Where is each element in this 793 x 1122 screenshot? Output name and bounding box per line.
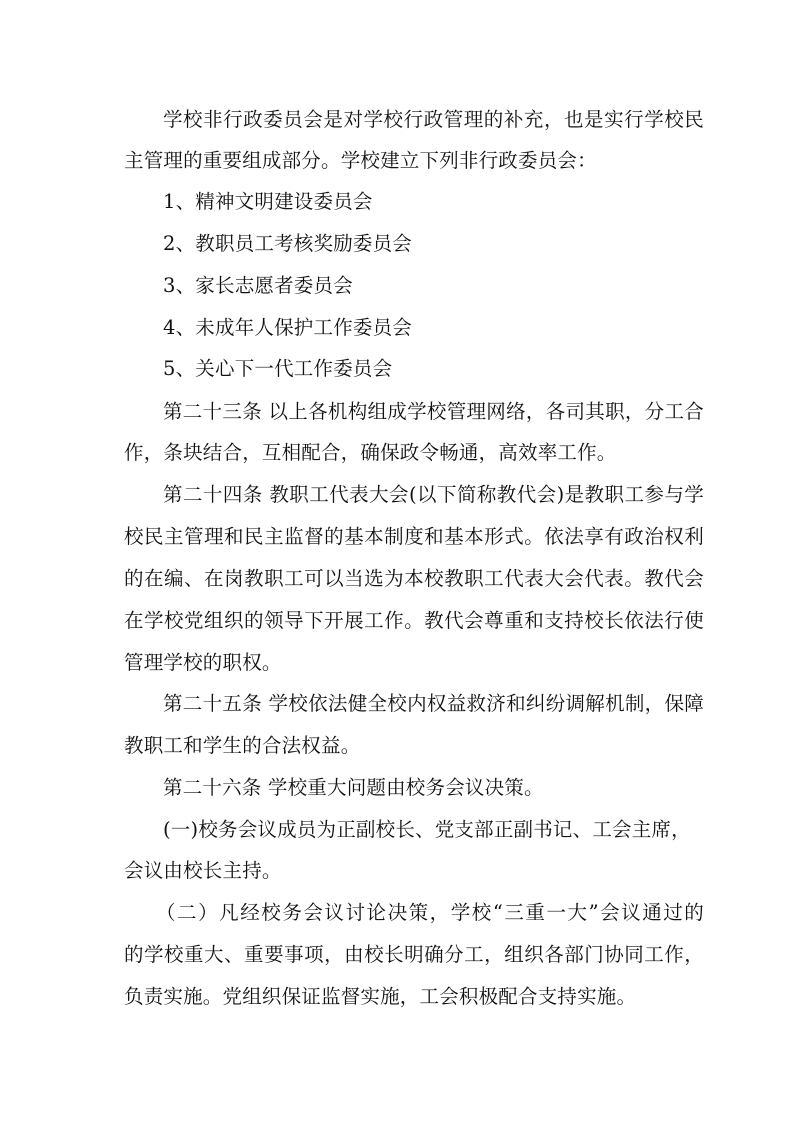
text-line: 的学校重大、重要事项，由校长明确分工，组织各部门协同工作，: [124, 943, 704, 966]
list-item: 3、家长志愿者委员会: [163, 274, 353, 297]
list-item: 4、未成年人保护工作委员会: [163, 316, 413, 339]
clause-2-line: （二）凡经校务会议讨论决策，学校“三重一大”会议通过的: [156, 901, 704, 924]
text-line: 作，条块结合，互相配合，确保政令畅通，高效率工作。: [124, 441, 617, 464]
article-25-line: 第二十五条 学校依法健全校内权益救济和纠纷调解机制，保障: [163, 692, 704, 715]
list-item: 1、精神文明建设委员会: [163, 190, 373, 213]
list-item: 5、关心下一代工作委员会: [163, 357, 393, 380]
text-line: 会议由校长主持。: [124, 859, 282, 882]
article-26-line: 第二十六条 学校重大问题由校务会议决策。: [163, 776, 544, 799]
text-line: 主管理的重要组成部分。学校建立下列非行政委员会：: [124, 149, 597, 172]
list-item: 2、教职员工考核奖励委员会: [163, 232, 413, 255]
text-line: 负责实施。党组织保证监督实施，工会积极配合支持实施。: [124, 985, 637, 1008]
text-line: 管理学校的职权。: [124, 651, 282, 674]
text-line: 的在编、在岗教职工可以当选为本校教职工代表大会代表。教代会: [124, 567, 704, 590]
text-line: 学校非行政委员会是对学校行政管理的补充，也是实行学校民: [163, 108, 704, 131]
article-24-line: 第二十四条 教职工代表大会(以下简称教代会)是教职工参与学: [163, 483, 704, 506]
text-line: 教职工和学生的合法权益。: [124, 734, 361, 757]
clause-1-line: (一)校务会议成员为正副校长、党支部正副书记、工会主席，: [163, 818, 691, 841]
text-line: 校民主管理和民主监督的基本制度和基本形式。依法享有政治权利: [124, 525, 704, 548]
article-23-line: 第二十三条 以上各机构组成学校管理网络，各司其职，分工合: [163, 400, 704, 423]
text-line: 在学校党组织的领导下开展工作。教代会尊重和支持校长依法行使: [124, 609, 704, 632]
